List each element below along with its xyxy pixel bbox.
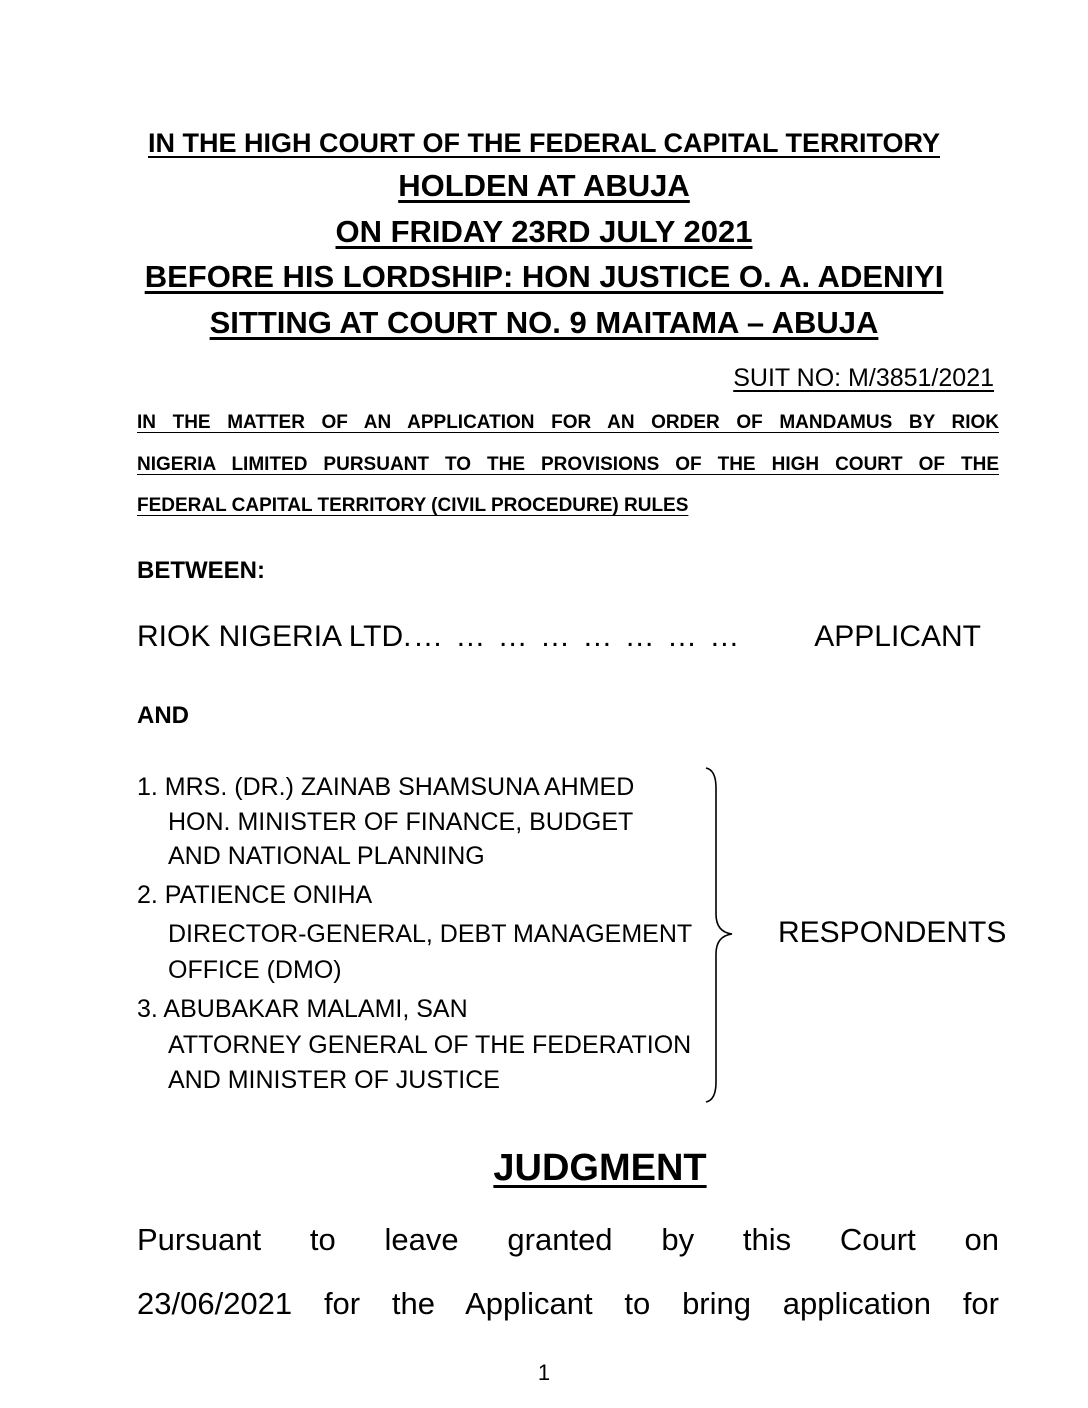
respondent-1-title: HON. MINISTER OF FINANCE, BUDGET bbox=[168, 808, 634, 836]
applicant-leader-dots: … … … … … … … … bbox=[413, 620, 742, 653]
matter-line-3: FEDERAL CAPITAL TERRITORY (CIVIL PROCEDURE) RULES bbox=[137, 495, 689, 516]
court-title: IN THE HIGH COURT OF THE FEDERAL CAPITAL TERRITORY bbox=[147, 128, 941, 158]
before-line: BEFORE HIS LORDSHIP: HON JUSTICE O. A. ADENIYI bbox=[144, 259, 944, 294]
date-line: ON FRIDAY 23RD JULY 2021 bbox=[335, 214, 753, 249]
respondents-role: RESPONDENTS bbox=[778, 916, 1007, 949]
respondent-1-title-cont: AND NATIONAL PLANNING bbox=[168, 842, 485, 870]
respondent-2-title: DIRECTOR-GENERAL, DEBT MANAGEMENT bbox=[168, 920, 693, 948]
body-line-1: Pursuant to leave granted by this Court on bbox=[137, 1222, 999, 1257]
respondent-1-name: 1. MRS. (DR.) ZAINAB SHAMSUNA AHMED bbox=[137, 773, 635, 801]
respondents-brace bbox=[700, 766, 750, 1106]
sitting-line: SITTING AT COURT NO. 9 MAITAMA – ABUJA bbox=[209, 305, 879, 340]
respondent-3-title-cont: AND MINISTER OF JUSTICE bbox=[168, 1066, 500, 1094]
holden-line: HOLDEN AT ABUJA bbox=[398, 168, 690, 203]
matter-line-2: NIGERIA LIMITED PURSUANT TO THE PROVISIONS OF THE HIGH COURT OF THE bbox=[137, 454, 999, 475]
respondent-3-title: ATTORNEY GENERAL OF THE FEDERATION bbox=[168, 1031, 692, 1059]
respondent-2-name: 2. PATIENCE ONIHA bbox=[137, 881, 373, 909]
and-label: AND bbox=[137, 702, 189, 729]
matter-line-1: IN THE MATTER OF AN APPLICATION FOR AN ORDER OF MANDAMUS BY RIOK bbox=[137, 412, 999, 433]
judgment-title: JUDGMENT bbox=[493, 1147, 707, 1189]
applicant-name: RIOK NIGERIA LTD. bbox=[137, 620, 412, 653]
applicant-role: APPLICANT bbox=[814, 620, 981, 653]
page-number: 1 bbox=[537, 1360, 551, 1385]
respondent-3-name: 3. ABUBAKAR MALAMI, SAN bbox=[137, 995, 468, 1023]
body-line-2: 23/06/2021 for the Applicant to bring application for bbox=[137, 1286, 999, 1321]
between-label: BETWEEN: bbox=[137, 557, 265, 584]
suit-number: SUIT NO: M/3851/2021 bbox=[733, 364, 994, 392]
respondent-2-title-cont: OFFICE (DMO) bbox=[168, 956, 342, 984]
